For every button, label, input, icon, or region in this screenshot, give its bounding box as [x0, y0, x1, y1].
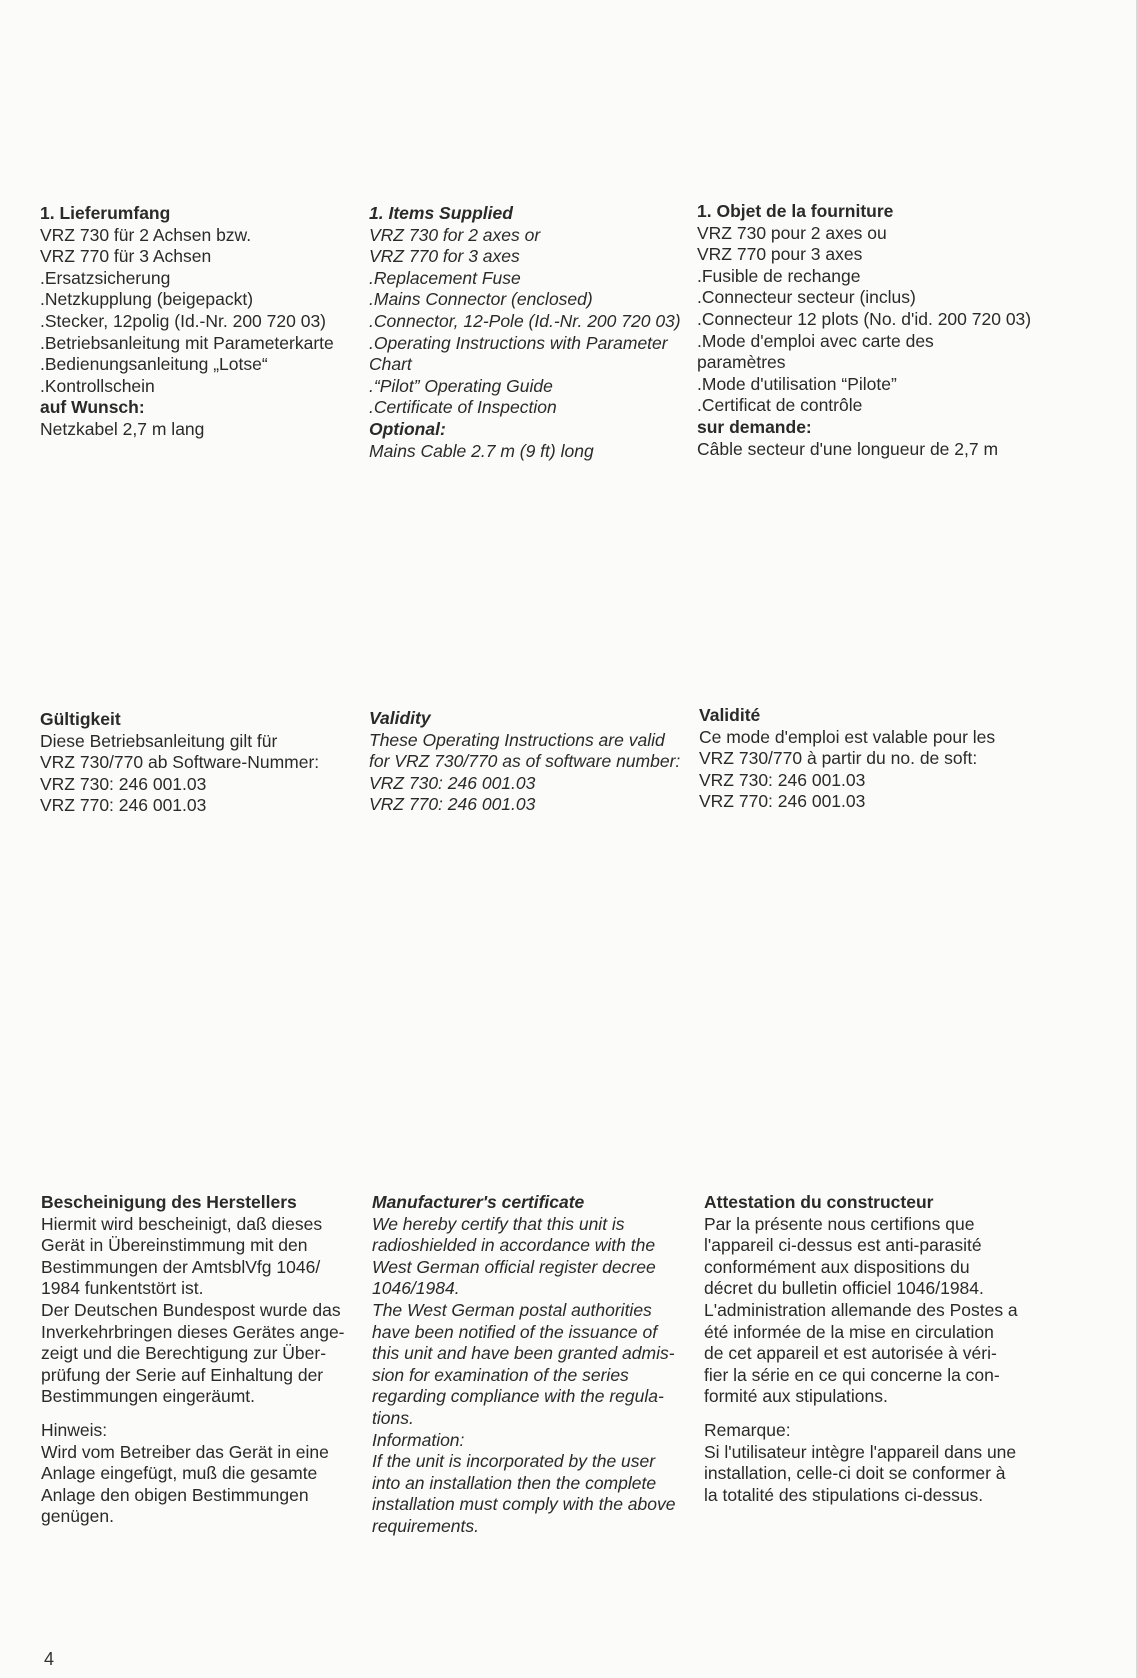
supply-en-title: 1. Items Supplied	[369, 203, 513, 223]
validity-fr-line: VRZ 730/770 à partir du no. de soft:	[699, 748, 978, 769]
paragraph-gap	[704, 1408, 1018, 1420]
supply-fr-line: .Certificat de contrôle	[697, 395, 863, 416]
supply-en-optional-line: Mains Cable 2.7 m (9 ft) long	[369, 440, 594, 461]
validity-de-title: Gültigkeit	[40, 709, 121, 729]
certificate-fr-line: de cet appareil et est autorisée à véri-	[704, 1343, 997, 1364]
supply-fr-title: 1. Objet de la fourniture	[697, 201, 894, 221]
certificate-en-line: requirements.	[372, 1515, 479, 1536]
certificate-fr-note-line: la totalité des stipulations ci-dessus.	[704, 1484, 984, 1505]
supply-en-line: .Operating Instructions with Parameter	[369, 332, 668, 353]
certificate-en-line: The West German postal authorities	[372, 1299, 652, 1320]
supply-fr-line: .Connecteur 12 plots (No. d'id. 200 720 03)	[697, 308, 1032, 329]
certificate-fr-line: formité aux stipulations.	[704, 1386, 888, 1407]
paragraph-gap	[41, 1408, 345, 1420]
validity-en-title: Validity	[369, 708, 431, 728]
certificate-fr-line: fier la série en ce qui concerne la con-	[704, 1364, 1000, 1385]
supply-de-title: 1. Lieferumfang	[40, 203, 171, 223]
certificate-de-line: Gerät in Übereinstimmung mit den	[41, 1235, 308, 1256]
certificate-de	[41, 1192, 345, 1528]
validity-de	[40, 709, 319, 817]
supply-de-line: .Bedienungsanleitung „Lotse“	[40, 354, 268, 375]
validity-en-line: These Operating Instructions are valid	[369, 729, 665, 750]
certificate-en-line: radioshielded in accordance with the	[372, 1235, 656, 1256]
certificate-fr-title: Attestation du constructeur	[704, 1192, 934, 1212]
certificate-fr-line: Par la présente nous certifions que	[704, 1213, 975, 1234]
supply-fr-line: .Mode d'utilisation “Pilote”	[697, 373, 897, 394]
supply-fr-line: .Connecteur secteur (inclus)	[697, 287, 916, 308]
certificate-de-line: Bestimmungen eingeräumt.	[41, 1386, 255, 1407]
supply-de-line: .Netzkupplung (beigepackt)	[40, 289, 254, 310]
certificate-de-note-line: Anlage eingefügt, muß die gesamte	[41, 1463, 318, 1484]
certificate-en-line: this unit and have been granted admis-	[372, 1343, 675, 1364]
certificate-de-note-line: Wird vom Betreiber das Gerät in eine	[41, 1441, 329, 1462]
validity-en-line: for VRZ 730/770 as of software number:	[369, 751, 681, 772]
certificate-en-line: installation must comply with the above	[372, 1494, 676, 1515]
supply-fr	[697, 201, 1031, 460]
certificate-en-line: Information:	[372, 1429, 465, 1450]
certificate-fr-note-line: installation, celle-ci doit se conformer à	[704, 1463, 1006, 1484]
validity-de-line: VRZ 770: 246 001.03	[40, 795, 207, 816]
supply-de-line: VRZ 770 für 3 Achsen	[40, 246, 212, 267]
supply-de-line: VRZ 730 für 2 Achsen bzw.	[40, 224, 252, 245]
validity-en	[369, 708, 680, 816]
validity-fr-line: VRZ 770: 246 001.03	[699, 791, 866, 812]
certificate-fr-note-line: Si l'utilisateur intègre l'appareil dans une	[704, 1441, 1017, 1462]
certificate-fr	[704, 1192, 1018, 1506]
supply-en-optional-title: Optional:	[369, 418, 446, 439]
certificate-en-line: regarding compliance with the regula-	[372, 1386, 664, 1407]
supply-en-line: Chart	[369, 354, 412, 375]
certificate-fr-line: décret du bulletin officiel 1046/1984.	[704, 1278, 984, 1299]
validity-de-line: VRZ 730/770 ab Software-Nummer:	[40, 752, 320, 773]
certificate-de-line: Inverkehrbringen dieses Gerätes ange-	[41, 1321, 345, 1342]
validity-en-line: VRZ 730: 246 001.03	[369, 772, 536, 793]
certificate-en-line: 1046/1984.	[372, 1278, 460, 1299]
supply-en-line: VRZ 770 for 3 axes	[369, 246, 520, 267]
certificate-en-line: If the unit is incorporated by the user	[372, 1451, 656, 1472]
supply-en-line: .“Pilot” Operating Guide	[369, 375, 553, 396]
supply-fr-optional-line: Câble secteur d'une longueur de 2,7 m	[697, 438, 999, 459]
certificate-de-note-line: Anlage den obigen Bestimmungen	[41, 1484, 309, 1505]
validity-de-line: VRZ 730: 246 001.03	[40, 773, 207, 794]
validity-fr-line: Ce mode d'emploi est valable pour les	[699, 726, 996, 747]
supply-en-line: .Connector, 12-Pole (Id.-Nr. 200 720 03)	[369, 310, 681, 331]
validity-en-line: VRZ 770: 246 001.03	[369, 794, 536, 815]
supply-de-line: .Stecker, 12polig (Id.-Nr. 200 720 03)	[40, 310, 326, 331]
supply-de-optional-line: Netzkabel 2,7 m lang	[40, 418, 205, 439]
certificate-de-line: Der Deutschen Bundespost wurde das	[41, 1299, 341, 1320]
certificate-en-line: into an installation then the complete	[372, 1472, 657, 1493]
certificate-fr-note-line: Remarque:	[704, 1419, 791, 1440]
certificate-en-title: Manufacturer's certificate	[372, 1192, 585, 1212]
supply-de-optional-title: auf Wunsch:	[40, 397, 145, 418]
certificate-de-note-line: Hinweis:	[41, 1419, 108, 1440]
supply-de-line: .Betriebsanleitung mit Parameterkarte	[40, 332, 334, 353]
supply-fr-line: VRZ 770 pour 3 axes	[697, 244, 863, 265]
certificate-de-line: zeigt und die Berechtigung zur Über-	[41, 1343, 327, 1364]
certificate-de-line: prüfung der Serie auf Einhaltung der	[41, 1364, 324, 1385]
supply-en	[369, 203, 681, 462]
supply-en-line: VRZ 730 for 2 axes or	[369, 224, 541, 245]
certificate-de-line: 1984 funkentstört ist.	[41, 1278, 204, 1299]
supply-fr-line: .Fusible de rechange	[697, 265, 861, 286]
certificate-de-title: Bescheinigung des Herstellers	[41, 1192, 297, 1212]
validity-fr-title: Validité	[699, 705, 761, 725]
page-number: 4	[44, 1649, 55, 1669]
certificate-en	[372, 1192, 675, 1538]
certificate-de-note-line: genügen.	[41, 1506, 114, 1527]
supply-en-line: .Mains Connector (enclosed)	[369, 289, 593, 310]
supply-fr-line: .Mode d'emploi avec carte des	[697, 330, 934, 351]
supply-fr-optional-title: sur demande:	[697, 416, 812, 437]
supply-en-line: .Certificate of Inspection	[369, 397, 557, 418]
supply-de-line: .Ersatzsicherung	[40, 267, 171, 288]
certificate-en-line: West German official register decree	[372, 1256, 656, 1277]
certificate-en-line: We hereby certify that this unit is	[372, 1213, 625, 1234]
certificate-en-line: sion for examination of the series	[372, 1364, 629, 1385]
supply-fr-line: VRZ 730 pour 2 axes ou	[697, 222, 887, 243]
supply-fr-line: paramètres	[697, 352, 786, 373]
validity-fr	[699, 705, 995, 813]
certificate-fr-line: été informée de la mise en circulation	[704, 1321, 994, 1342]
supply-en-line: .Replacement Fuse	[369, 267, 521, 288]
certificate-de-line: Bestimmungen der AmtsblVfg 1046/	[41, 1256, 321, 1277]
supply-de	[40, 203, 334, 441]
certificate-fr-line: l'appareil ci-dessus est anti-parasité	[704, 1235, 982, 1256]
certificate-en-line: have been notified of the issuance of	[372, 1321, 658, 1342]
certificate-en-line: tions.	[372, 1407, 414, 1428]
certificate-de-line: Hiermit wird bescheinigt, daß dieses	[41, 1213, 323, 1234]
certificate-fr-line: conformément aux dispositions du	[704, 1256, 970, 1277]
validity-de-line: Diese Betriebsanleitung gilt für	[40, 730, 278, 751]
supply-de-line: .Kontrollschein	[40, 375, 155, 396]
certificate-fr-line: L'administration allemande des Postes a	[704, 1299, 1018, 1320]
validity-fr-line: VRZ 730: 246 001.03	[699, 769, 866, 790]
